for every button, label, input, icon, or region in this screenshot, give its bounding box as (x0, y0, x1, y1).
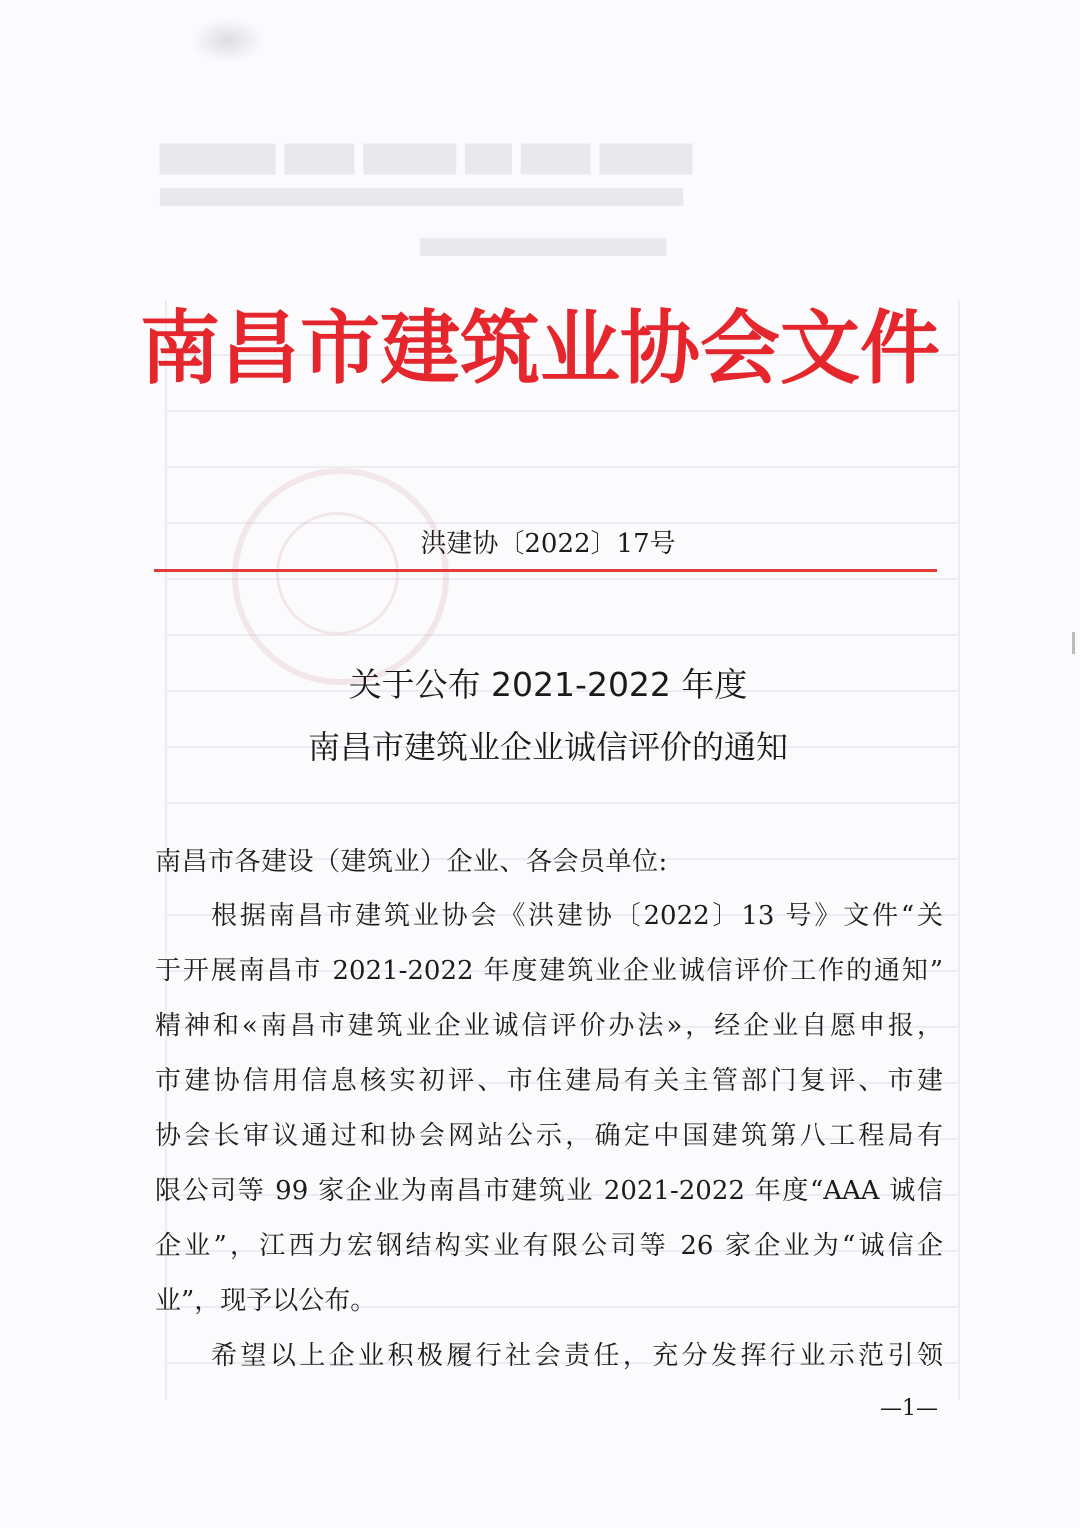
salutation: 南昌市各建设（建筑业）企业、各会员单位: (155, 847, 668, 877)
body-line: 根据南昌市建筑业协会《洪建协〔2022〕13 号》文件“关 (211, 901, 943, 931)
bleed-through-text: ▆▆▆▆▆▆▆▆▆▆▆▆▆▆▆▆ (420, 232, 667, 256)
body-line: 希望以上企业积极履行社会责任，充分发挥行业示范引领 (211, 1341, 943, 1371)
page-number: —1— (880, 1396, 938, 1421)
body-line: 限公司等 99 家企业为南昌市建筑业 2021-2022 年度“AAA 诚信 (155, 1176, 943, 1206)
document-header-title: 南昌市建筑业协会文件 (140, 301, 940, 395)
body-line: 精神和«南昌市建筑业企业诚信评价办法»，经企业自愿申报， (155, 1011, 943, 1041)
bleed-through-seal (232, 468, 449, 685)
body-line: 企业”，江西力宏钢结构实业有限公司等 26 家企业为“诚信企 (155, 1231, 943, 1261)
notice-title-line1: 关于公布 2021-2022 年度 (348, 665, 748, 704)
body-line: 于开展南昌市 2021-2022 年度建筑业企业诚信评价工作的通知” (155, 956, 943, 986)
scan-smudge (190, 18, 265, 63)
body-line: 协会长审议通过和协会网站公示，确定中国建筑第八工程局有 (155, 1121, 943, 1151)
bleed-through-text: ▇▇▇▇ ▇▇▇ ▇▇ ▇▇▇▇ ▇▇▇ ▇▇▇▇▇ (160, 140, 693, 175)
scan-edge-mark (1072, 632, 1075, 654)
body-line: 市建协信用信息核实初评、市住建局有关主管部门复评、市建 (155, 1066, 943, 1096)
notice-title-line2: 南昌市建筑业企业诚信评价的通知 (307, 728, 788, 766)
document-number: 洪建协〔2022〕17号 (420, 529, 676, 559)
bleed-through-text: ▆▆▆▆▆▆▆▆▆▆▆▆▆▆▆▆▆▆▆▆▆▆▆▆▆▆▆▆▆▆▆▆▆▆ (160, 182, 683, 206)
header-divider (154, 569, 937, 572)
body-line: 业”，现予以公布。 (155, 1286, 377, 1316)
